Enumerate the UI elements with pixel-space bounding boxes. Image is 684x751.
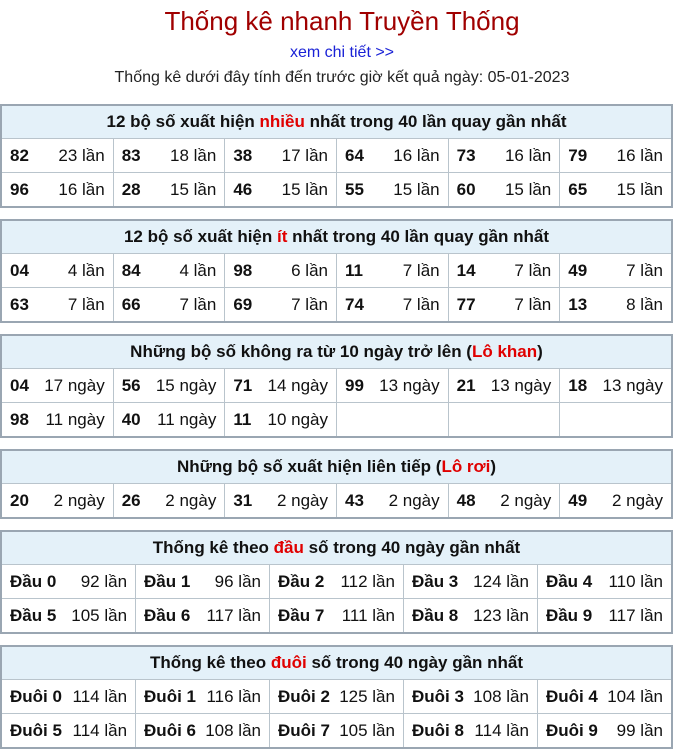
table-row [2, 139, 671, 173]
table-cell [2, 254, 113, 288]
table-cell [448, 139, 560, 173]
cell-label: 18 [568, 375, 588, 395]
table-cell [560, 403, 671, 437]
table-cell [448, 369, 560, 403]
cell-label: 26 [121, 490, 141, 510]
cell-count: 10 ngày [267, 409, 328, 429]
section-header-text: 12 bộ số xuất hiện [106, 112, 260, 131]
cell-count: 15 lần [170, 179, 217, 199]
cell-label: Đuôi 1 [144, 686, 196, 706]
cell-count: 2 ngày [500, 490, 552, 510]
cell-label: 83 [121, 145, 141, 165]
section-header-text: ) [490, 457, 497, 476]
cell-count: 13 ngày [379, 375, 440, 395]
cell-label: 98 [10, 409, 29, 429]
table-row [2, 484, 671, 517]
cell-count: 92 lần [80, 571, 128, 591]
table-cell [113, 173, 225, 207]
table-cell [2, 565, 136, 599]
cell-label: 69 [233, 294, 253, 314]
table-row [2, 714, 671, 748]
cell-count: 7 lần [179, 294, 217, 314]
cell-count: 7 lần [626, 260, 663, 280]
section-header [2, 336, 671, 369]
table-cell [113, 288, 225, 322]
table-cell [2, 484, 113, 517]
cell-count: 105 lần [71, 605, 128, 625]
table-cell [560, 254, 671, 288]
cell-label: Đuôi 6 [144, 720, 196, 740]
section-header [2, 532, 671, 565]
cell-count: 99 lần [616, 720, 663, 740]
cell-label: Đầu 9 [545, 605, 593, 625]
cell-label: 49 [568, 260, 588, 280]
section-header-highlight: Lô rơi [441, 457, 491, 476]
cell-count: 4 lần [67, 260, 105, 280]
cell-count: 111 lần [341, 605, 395, 625]
cell-count: 8 lần [626, 294, 663, 314]
cell-label: 64 [344, 145, 364, 165]
table-cell [2, 680, 136, 714]
table-cell [560, 369, 671, 403]
cell-count: 7 lần [514, 294, 552, 314]
section-header-text: ) [537, 342, 543, 361]
cell-count: 4 lần [179, 260, 217, 280]
cell-label: 77 [456, 294, 476, 314]
table-cell [136, 680, 270, 714]
cell-label: Đầu 2 [278, 571, 325, 591]
duoi-section [0, 645, 673, 749]
table-row [2, 403, 671, 437]
cell-label: Đầu 7 [278, 605, 325, 625]
table-cell [336, 139, 448, 173]
cell-label: Đuôi 3 [411, 686, 464, 706]
cell-label: 46 [233, 179, 253, 199]
table-cell [113, 369, 225, 403]
table-cell [537, 565, 671, 599]
table-cell [136, 714, 270, 748]
table-cell [560, 288, 671, 322]
cell-label: Đầu 6 [144, 605, 191, 625]
table-cell [2, 403, 113, 437]
table-cell [560, 173, 671, 207]
table-row [2, 680, 671, 714]
cell-label: Đầu 8 [411, 605, 459, 625]
cell-count: 15 lần [393, 179, 440, 199]
cell-label: Đầu 5 [10, 605, 57, 625]
cell-label: 55 [344, 179, 364, 199]
cell-label: 31 [233, 490, 253, 510]
cell-count: 2 ngày [611, 490, 663, 510]
table-row [2, 565, 671, 599]
section-header-text: nhất trong 40 lần quay gần nhất [287, 227, 550, 246]
cell-label: 04 [10, 375, 29, 395]
cell-label: Đuôi 8 [411, 720, 464, 740]
section-header-text: Thống kê theo [152, 538, 274, 557]
table-cell [336, 484, 448, 517]
cell-count: 123 lần [473, 605, 529, 625]
table-cell [225, 369, 337, 403]
stats-table [2, 139, 671, 206]
table-cell [537, 599, 671, 633]
cell-label: 14 [456, 260, 476, 280]
table-cell [225, 288, 337, 322]
cell-count: 2 ngày [165, 490, 217, 510]
stats-table [2, 484, 671, 517]
table-cell [403, 714, 537, 748]
table-cell [448, 288, 560, 322]
table-row [2, 369, 671, 403]
cell-count: 13 ngày [490, 375, 552, 395]
table-cell [136, 599, 270, 633]
cell-label: 38 [233, 145, 253, 165]
cell-count: 2 ngày [53, 490, 105, 510]
table-cell [403, 565, 537, 599]
table-cell [2, 139, 113, 173]
cell-count: 16 lần [616, 145, 663, 165]
cell-count: 114 lần [72, 720, 128, 740]
cell-label: 04 [10, 260, 29, 280]
cell-count: 16 lần [58, 179, 105, 199]
stats-table [2, 680, 671, 747]
cell-count: 16 lần [504, 145, 552, 165]
cell-count: 23 lần [58, 145, 105, 165]
table-cell [2, 369, 113, 403]
cell-label: Đầu 4 [545, 571, 593, 591]
section-header-text: 12 bộ số xuất hiện [123, 227, 277, 246]
cell-count: 108 lần [473, 686, 529, 706]
detail-link[interactable]: xem chi tiết >> [289, 44, 395, 61]
cell-label: 13 [568, 294, 588, 314]
cell-count: 112 lần [340, 571, 395, 591]
cell-count: 96 lần [214, 571, 261, 591]
section-header-text: Thống kê theo [149, 653, 271, 672]
table-cell [113, 254, 225, 288]
cell-count: 7 lần [402, 294, 440, 314]
table-cell [225, 173, 337, 207]
section-header [2, 647, 671, 680]
cell-count: 16 lần [393, 145, 440, 165]
cell-label: 98 [233, 260, 253, 280]
table-row [2, 254, 671, 288]
table-cell [403, 599, 537, 633]
cell-count: 7 lần [291, 294, 328, 314]
cell-count: 17 lần [281, 145, 328, 165]
table-cell [136, 565, 270, 599]
cell-label: 28 [121, 179, 141, 199]
stats-table [2, 369, 671, 436]
table-cell [336, 403, 448, 437]
cell-count: 14 ngày [267, 375, 328, 395]
cell-label: 11 [344, 260, 363, 280]
stats-table [2, 565, 671, 632]
table-row [2, 173, 671, 207]
cell-label: 49 [568, 490, 588, 510]
table-cell [560, 139, 671, 173]
cell-label: 84 [121, 260, 141, 280]
most-frequent-section [0, 104, 673, 208]
table-cell [336, 254, 448, 288]
section-header [2, 451, 671, 484]
cell-count: 2 ngày [388, 490, 440, 510]
lo-roi-section [0, 449, 673, 519]
table-cell [270, 680, 404, 714]
cell-label: Đuôi 0 [10, 686, 62, 706]
section-header-text: số trong 40 ngày gần nhất [303, 538, 521, 557]
cell-count: 15 lần [281, 179, 328, 199]
table-cell [560, 484, 671, 517]
cell-label: 71 [233, 375, 253, 395]
table-cell [448, 403, 560, 437]
table-cell [270, 599, 404, 633]
table-cell [448, 254, 560, 288]
cell-count: 125 lần [339, 686, 395, 706]
stats-table [2, 254, 671, 321]
cell-count: 108 lần [205, 720, 261, 740]
cell-count: 7 lần [402, 260, 440, 280]
cell-label: 60 [456, 179, 476, 199]
cell-count: 114 lần [72, 686, 128, 706]
cell-label: 74 [344, 294, 364, 314]
least-frequent-section [0, 219, 673, 323]
cell-count: 17 ngày [44, 375, 105, 395]
table-cell [537, 680, 671, 714]
section-header-text: số trong 40 ngày gần nhất [306, 653, 524, 672]
cell-count: 110 lần [608, 571, 663, 591]
table-cell [448, 173, 560, 207]
cell-label: 82 [10, 145, 29, 165]
table-cell [537, 714, 671, 748]
table-cell [225, 254, 337, 288]
cell-label: 56 [121, 375, 141, 395]
cell-label: 65 [568, 179, 588, 199]
cell-count: 15 lần [616, 179, 663, 199]
cell-label: 11 [233, 409, 252, 429]
table-cell [403, 680, 537, 714]
cell-count: 105 lần [339, 720, 395, 740]
cell-label: 21 [456, 375, 476, 395]
section-header-highlight: đuôi [270, 653, 307, 672]
table-cell [448, 484, 560, 517]
table-cell [336, 369, 448, 403]
table-cell [336, 173, 448, 207]
table-cell [2, 714, 136, 748]
cell-label: 20 [10, 490, 29, 510]
cell-label: Đuôi 9 [545, 720, 598, 740]
section-header-text: Những bộ số xuất hiện liên tiếp ( [176, 457, 442, 476]
table-cell [225, 403, 337, 437]
cell-label: Đuôi 5 [10, 720, 62, 740]
cell-count: 11 ngày [157, 409, 217, 429]
section-header-text: Những bộ số không ra từ 10 ngày trở lên ( [130, 342, 472, 361]
section-header [2, 106, 671, 139]
cell-count: 15 ngày [155, 375, 217, 395]
cell-count: 114 lần [474, 720, 529, 740]
cell-label: Đầu 3 [411, 571, 459, 591]
cell-label: Đầu 0 [10, 571, 57, 591]
cell-count: 2 ngày [276, 490, 328, 510]
table-cell [2, 599, 136, 633]
table-cell [225, 484, 337, 517]
cell-label: 43 [344, 490, 364, 510]
cell-label: 63 [10, 294, 29, 314]
cell-count: 104 lần [607, 686, 663, 706]
table-cell [113, 139, 225, 173]
cell-label: 48 [456, 490, 476, 510]
cell-count: 117 lần [608, 605, 663, 625]
cell-label: Đuôi 4 [545, 686, 598, 706]
section-header-highlight: ít [277, 227, 288, 246]
cell-count: 117 lần [206, 605, 261, 625]
cell-label: 99 [344, 375, 364, 395]
section-header-highlight: đầu [273, 538, 304, 557]
cell-count: 15 lần [504, 179, 552, 199]
table-cell [336, 288, 448, 322]
table-cell [113, 484, 225, 517]
cell-label: 40 [121, 409, 141, 429]
cell-count: 124 lần [473, 571, 529, 591]
cell-label: 79 [568, 145, 588, 165]
table-cell [270, 714, 404, 748]
cell-label: 73 [456, 145, 476, 165]
cell-count: 18 lần [170, 145, 217, 165]
dau-section [0, 530, 673, 634]
section-header-highlight: Lô khan [471, 342, 538, 361]
cell-count: 11 ngày [45, 409, 105, 429]
table-cell [2, 173, 113, 207]
cell-count: 13 ngày [602, 375, 663, 395]
page-title: Thống kê nhanh Truyền Thống [164, 6, 520, 36]
cell-label: Đuôi 7 [278, 720, 330, 740]
cell-count: 116 lần [206, 686, 261, 706]
section-header-text: nhất trong 40 lần quay gần nhất [304, 112, 567, 131]
table-row [2, 599, 671, 633]
section-header-highlight: nhiều [259, 112, 305, 131]
cell-label: Đầu 1 [144, 571, 191, 591]
table-cell [113, 403, 225, 437]
cell-label: 96 [10, 179, 29, 199]
table-cell [270, 565, 404, 599]
table-cell [225, 139, 337, 173]
section-header [2, 221, 671, 254]
cell-count: 7 lần [514, 260, 552, 280]
cell-label: Đuôi 2 [278, 686, 330, 706]
cell-count: 6 lần [291, 260, 328, 280]
lo-khan-section [0, 334, 673, 438]
table-cell [2, 288, 113, 322]
table-row [2, 288, 671, 322]
cell-count: 7 lần [67, 294, 105, 314]
cell-label: 66 [121, 294, 141, 314]
page-subtitle: Thống kê dưới đây tính đến trước giờ kết quả ngày: 05-01-2023 [114, 69, 570, 86]
